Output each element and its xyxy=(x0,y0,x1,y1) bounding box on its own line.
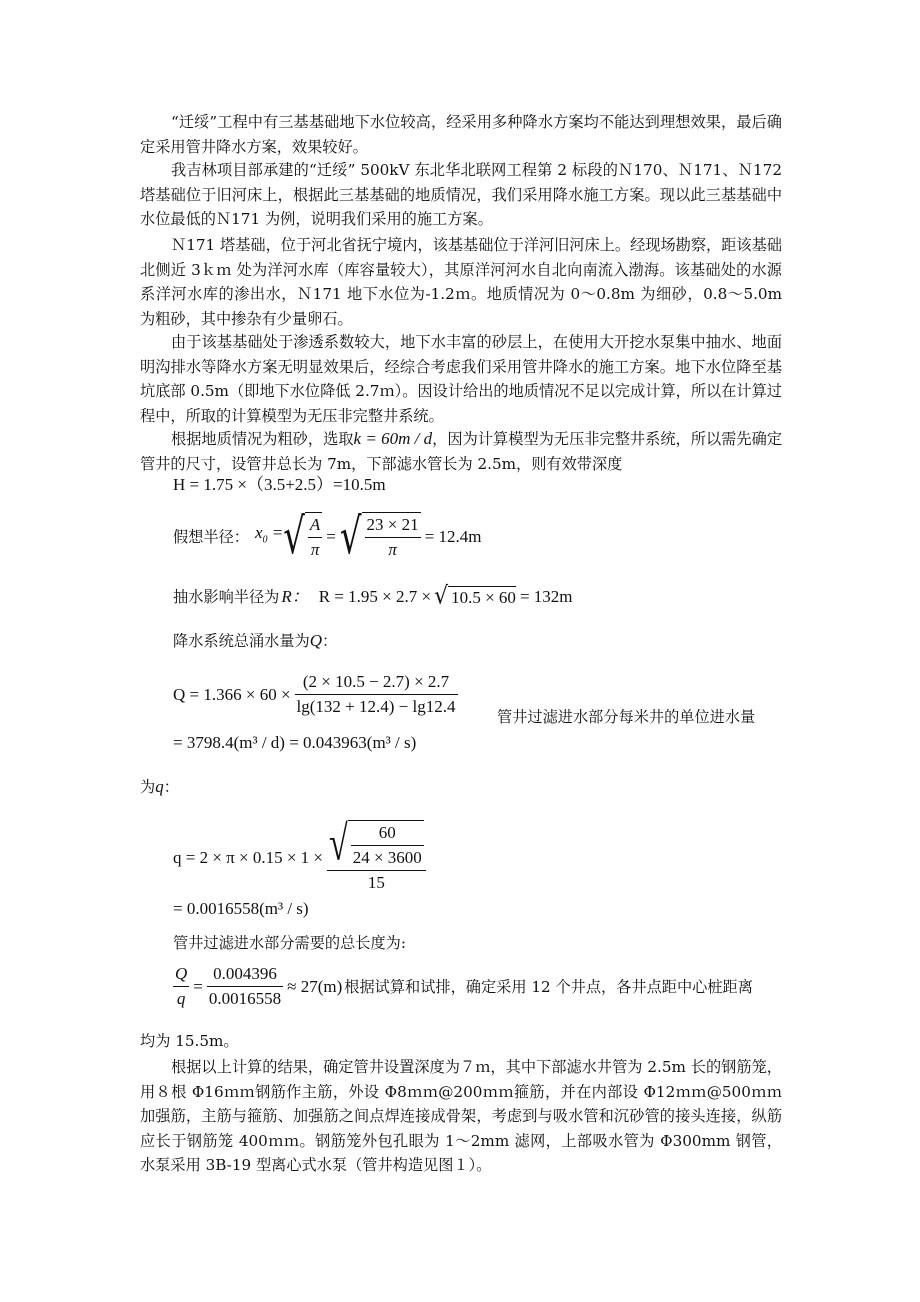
R-result: = 132m xyxy=(519,587,573,606)
geology-text-a: 根据地质情况为粗砂，选取 xyxy=(171,430,354,448)
length-needed-label: 管井过滤进水部分需要的总长度为: xyxy=(173,934,406,952)
Q-result: = 3798.4(m³ / d) = 0.043963(m³ / s) xyxy=(173,733,417,752)
q-formula-line: q = 2 × π × 0.15 × 1 × √ $\frac{60}{24 \times 3600}$ 15 xyxy=(173,820,426,895)
decision-text-b: 均为 15.5m。 xyxy=(140,1032,239,1050)
k-value-formula: k = 60m / d xyxy=(353,429,433,448)
paragraph-final: 根据以上计算的结果，确定管井设置深度为７ｍ，其中下部滤水井管为 2.5m 长的钢筋笼，用８根 Φ16ｍｍ钢筋作主筋，外设 Φ8ｍｍ@200ｍｍ箍筋，并在内部设 Φ12ｍｍ@500ｍｍ加强筋，主筋与箍筋、加强筋之间点焊连接成骨架，考虑到与吸水管和沉砂管的接头连接，纵筋应长于钢筋笼 400ｍｍ。钢筋笼外包孔眼为 1～2mm 滤网，上部吸水管为 Φ300mm 钢管，水泵采用 3B-19 型离心式水泵（管井构造见图１）。 xyxy=(140,1058,782,1175)
q-lead: q = 2 × π × 0.15 × 1 × xyxy=(173,847,324,867)
paragraph-intro: “迁绥”工程中有三基基础地下水位较高，经采用多种降水方案均不能达到理想效果，最后确定采用管井降水方案，效果较好。 xyxy=(140,113,782,156)
paragraph-site: Ｎ171 塔基础，位于河北省抚宁境内，该基基础位于洋河旧河床上。经现场勘察，距该基础北侧近 3ｋｍ 处为洋河水库（库容量较大），其原洋河河水自北向南流入渤海。该基础处的水源系洋河水库的渗出水，Ｎ171 地下水位为-1.2ｍ。地质情况为 0～0.8m 为细砂，0.8～5.0m 为粗砂，其中掺杂有少量卵石。 xyxy=(140,236,782,328)
x0-sqrt-1: √ $\frac{A}{\pi}$ xyxy=(283,508,321,566)
q-result: = 0.0016558(m³ / s) xyxy=(173,899,309,918)
q-inner-denominator: 24 × 3600 xyxy=(352,848,422,867)
Q-formula-line xyxy=(173,670,458,719)
influence-label: 抽水影响半径为 xyxy=(173,588,280,606)
unit-flow-label-b: 为q： xyxy=(140,777,179,796)
unit-flow-label-a: 管井过滤进水部分每米井的单位进水量 xyxy=(497,708,756,726)
decision-text-a: 根据试算和试排，确定采用 12 个井点，各井点距中心桩距离 xyxy=(344,977,753,996)
Q-denominator: lg(132 + 12.4) − lg12.4 xyxy=(296,697,456,716)
ratio-formula-line: $\frac{Q}{q}$ = $\frac{0.004396}{0.0016558}$ ≈ 27(m) 根据试算和试排，确定采用 12 个井点，各井点距中心桩距离 xyxy=(173,962,783,1011)
influence-formula-line: 抽水影响半径为 R： R = 1.95 × 2.7 × √ 10.5 × 60 = 132m xyxy=(173,582,573,611)
paragraph-method: 由于该基基础处于渗透系数较大，地下水丰富的砂层上，在使用大开挖水泵集中抽水、地面明沟排水等降水方案无明显效果后，经综合考虑我们采用管井降水的施工方案。地下水位降至基坑底部 0.5m（即地下水位降低 2.7ｍ）。因设计给出的地质情况不足以完成计算，所以在计算过程中，所取的计算模型为无压非完整井系统。 xyxy=(140,333,782,425)
x0-result: = 12.4m xyxy=(424,527,482,546)
ratio-result: ≈ 27(m) xyxy=(287,976,343,996)
total-flow-line: 降水系统总涌水量为Q： xyxy=(173,631,338,650)
paragraph-project: 我吉林项目部承建的“迁绥” 500kV 东北华北联网工程第 2 标段的Ｎ170、Ｎ171、Ｎ172 塔基础位于旧河床上，根据此三基基础的地质情况，我们采用降水施工方案。现以此三基基础中水位最低的Ｎ171 为例，说明我们采用的施工方案。 xyxy=(140,161,782,229)
radius-formula-line: 假想半径： $x_0$ = √ $\frac{A}{\pi}$ = √ $\frac{23 \times 21}{\pi}$ = 12.4m xyxy=(173,508,482,566)
paragraph-geology xyxy=(140,427,782,476)
x0-sqrt-2: √ $\frac{23 \times 21}{\pi}$ xyxy=(339,508,419,566)
geology-text-b: ，因为计算模型为无压非完整井系统，所以需先确定管井的尺寸，设管井总长为 7m，下部滤水管长为 2.5m，则有效带深度 xyxy=(140,430,783,473)
Q-numerator: (2 × 10.5 − 2.7) × 2.7 xyxy=(295,670,458,695)
R-expression: R = 1.95 × 2.7 × xyxy=(318,587,432,606)
Q-lead: Q = 1.366 × 60 × xyxy=(173,684,291,704)
ratio-numerator: 0.004396 xyxy=(207,962,283,987)
q-denominator: 15 xyxy=(367,873,385,892)
H-formula: H = 1.75 ×（3.5+2.5）=10.5m xyxy=(173,475,386,494)
q-inner-numerator: 60 xyxy=(351,821,424,846)
R-sqrt: 10.5 × 60 xyxy=(448,586,516,609)
radius-label: 假想半径： xyxy=(173,528,249,546)
ratio-denominator: 0.0016558 xyxy=(208,989,282,1008)
